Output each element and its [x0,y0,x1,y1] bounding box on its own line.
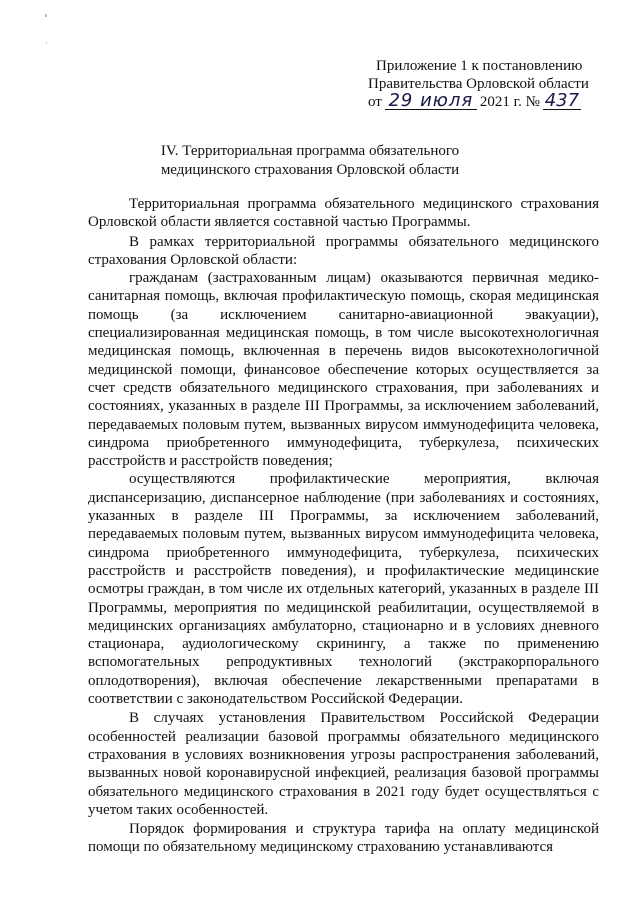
paragraph: гражданам (застрахованным лицам) оказываются первичная медико-санитарная помощь, включая профилактическую помощь, скорая медицинская помощь (за исключением санитарно-авиационной эвакуации), специализированная медицинская помощь, в том числе высокотехнологичная медицинская помощь, включенная в перечень видов высокотехнологичной медицинской помощи, финансовое обеспечение которых осуществляется за счет средств обязательного медицинского страхования, при заболеваниях и состояниях, указанных в разделе III Программы, за исключением заболеваний, передаваемых половым путем, вызванных вирусом иммунодефицита человека, синдрома приобретенного иммунодефицита, туберкулеза, психических расстройств и расстройств поведения; [88,270,599,470]
scan-mark [46,42,47,44]
paragraph: В рамках территориальной программы обязательного медицинского страхования Орловской области: [88,233,599,268]
paragraph: Порядок формирования и структура тарифа на оплату медицинской помощи по обязательному медицинскому страхованию устанавливаются [88,821,599,856]
document-body [88,195,599,857]
appendix-line-2: Правительства Орловской области [368,75,589,92]
paragraph: Территориальная программа обязательного медицинского страхования Орловской области является составной частью Программы. [88,196,599,231]
scan-mark [45,14,47,17]
paragraph: В случаях установления Правительством Российской Федерации особенностей реализации базовой программы обязательного медицинского страхования в условиях возникновения угрозы распространения заболеваний, вызванных новой коронавирусной инфекцией, реализация базовой программы обязательного медицинского страхования в 2021 году будет осуществляться с учетом таких особенностей. [88,710,599,818]
appendix-header [368,58,608,112]
heading-line-1: IV. Территориальная программа обязательного [160,143,460,159]
heading-line-2: медицинского страхования Орловской области [160,161,460,178]
appendix-line-3 [368,90,608,112]
appendix-prefix: от [368,94,382,110]
appendix-line-1: Приложение 1 к постановлению [376,58,583,74]
handwritten-date: 29 июля [385,93,477,110]
handwritten-number: 437 [544,90,580,111]
section-heading [120,142,500,179]
paragraph: осуществляются профилактические мероприятия, включая диспансеризацию, диспансерное наблюдение (при заболеваниях и состояниях, указанных в разделе III Программы, за исключением заболеваний, передаваемых половым путем, вызванных вирусом иммунодефицита человека, синдрома приобретенного иммунодефицита, туберкулеза, психических расстройств и расстройств поведения), и профилактические медицинские осмотры граждан, в том числе их отдельных категорий, указанных в разделе III Программы, мероприятия по медицинской реабилитации, осуществляемой в медицинских организациях амбулаторно, стационарно и в условиях дневного стационара, аудиологическому скринингу, а также по применению вспомогательных репродуктивных технологий (экстракорпорального оплодотворения), включая обеспечение лекарственными препаратами в соответствии с законодательством Российской Федерации. [88,471,599,708]
appendix-year: 2021 г. № [479,94,540,110]
